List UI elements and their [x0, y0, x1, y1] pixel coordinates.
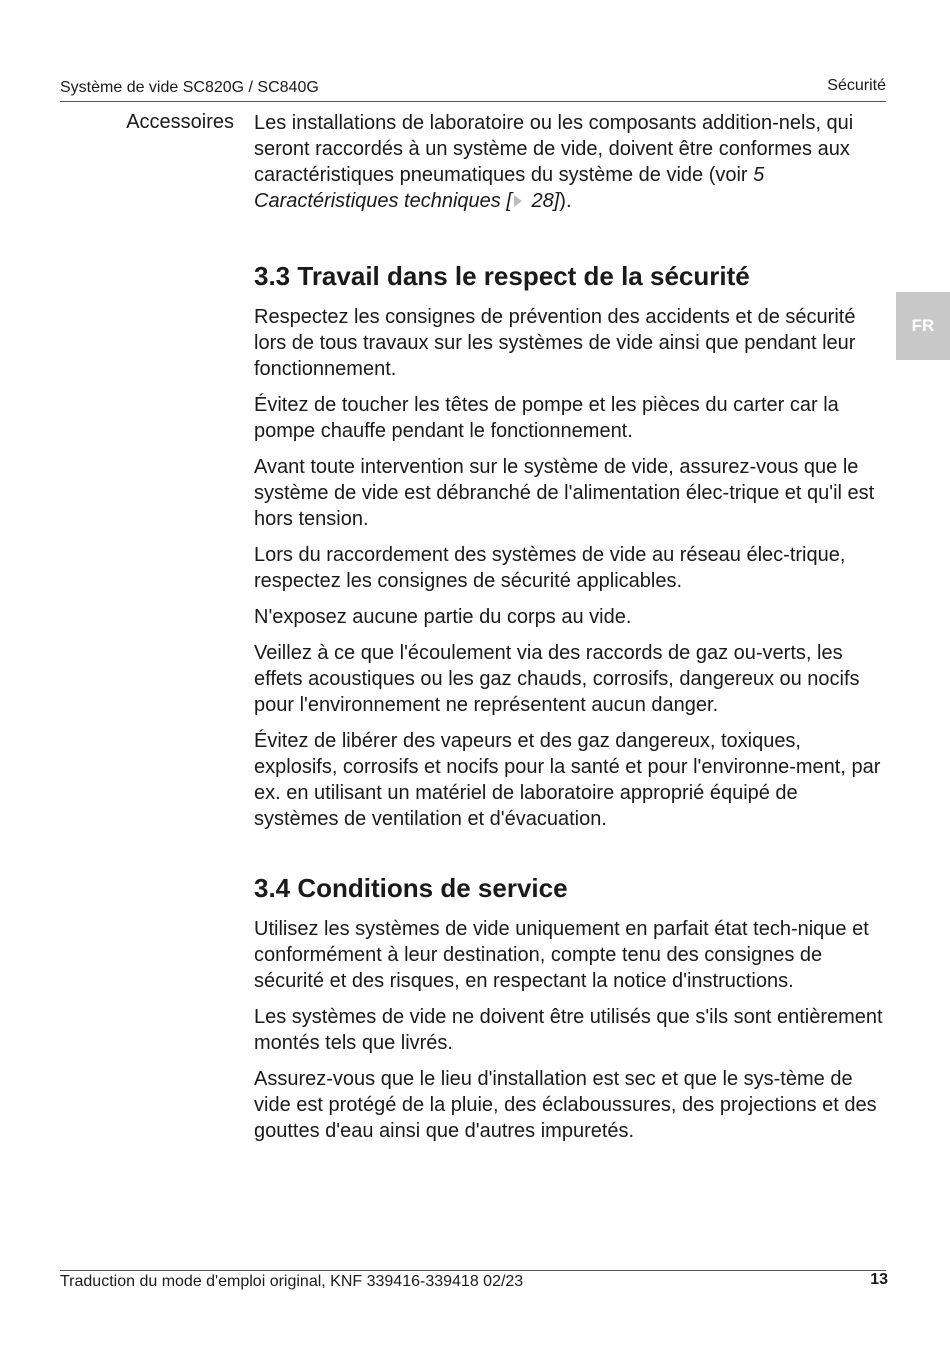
paragraph: Évitez de toucher les têtes de pompe et les pièces du carter car la pompe chauffe pendant le fonctionnement.	[254, 394, 839, 442]
paragraph: Assurez-vous que le lieu d'installation est sec et que le sys-tème de vide est protégé de la pluie, des éclaboussures, des projections et des gouttes d'eau ainsi que d'autres impuretés.	[254, 1068, 877, 1142]
accessories-paragraph: Les installations de laboratoire ou les composants addition-nels, qui seront raccordés à un système de vide, doivent être conformes aux caractéristiques pneumatiques du système de vide (voir 5 Caractéristiques techniques [ 28]).	[254, 112, 854, 212]
paragraph: Avant toute intervention sur le système de vide, assurez-vous que le système de vide est débranché de l'alimentation élec-trique et qu'il est hors tension.	[254, 456, 875, 530]
header-product-title: Système de vide SC820G / SC840G	[60, 79, 319, 96]
section-3-3-body	[254, 304, 884, 832]
paragraph: Respectez les consignes de prévention des accidents et de sécurité lors de tous travaux sur les systèmes de vide ainsi que pendant leur fonctionnement.	[254, 306, 856, 380]
section-3-4-body	[254, 916, 884, 1144]
paragraph: Veillez à ce que l'écoulement via des raccords de gaz ou-verts, les effets acoustiques ou les gaz chauds, corrosifs, dangereux ou nocifs pour l'environnement ne représentent aucun danger.	[254, 642, 860, 716]
paragraph: Lors du raccordement des systèmes de vide au réseau élec-trique, respectez les consignes de sécurité applicables.	[254, 544, 846, 592]
main-content	[254, 110, 884, 1144]
arrow-right-icon	[514, 195, 522, 207]
accessories-label: Accessoires	[126, 111, 234, 133]
paragraph: N'exposez aucune partie du corps au vide.	[254, 606, 632, 628]
page-number: 13	[870, 1271, 888, 1288]
footer-document-reference: Traduction du mode d'emploi original, KNF 339416-339418 02/23	[60, 1273, 524, 1290]
page-footer	[60, 1270, 888, 1290]
section-heading-3-3: 3.3 Travail dans le respect de la sécurité	[254, 261, 750, 291]
header-chapter-title: Sécurité	[827, 77, 886, 94]
section-heading-3-4: 3.4 Conditions de service	[254, 873, 568, 903]
page-header	[60, 75, 886, 102]
paragraph: Évitez de libérer des vapeurs et des gaz dangereux, toxiques, explosifs, corrosifs et nocifs pour la santé et pour l'environne-ment, par ex. en utilisant un matériel de laboratoire approprié équipé de systèmes de ventilation et d'évacuation.	[254, 730, 881, 830]
language-tab: FR	[896, 292, 950, 360]
paragraph: Les systèmes de vide ne doivent être utilisés que s'ils sont entièrement montés tels que livrés.	[254, 1006, 883, 1054]
cross-reference-link[interactable]: 5 Caractéristiques techniques [ 28]	[254, 164, 765, 212]
paragraph: Utilisez les systèmes de vide uniquement en parfait état tech-nique et conformément à leur destination, compte tenu des consignes de sécurité et des risques, en respectant la notice d'instructions.	[254, 918, 869, 992]
